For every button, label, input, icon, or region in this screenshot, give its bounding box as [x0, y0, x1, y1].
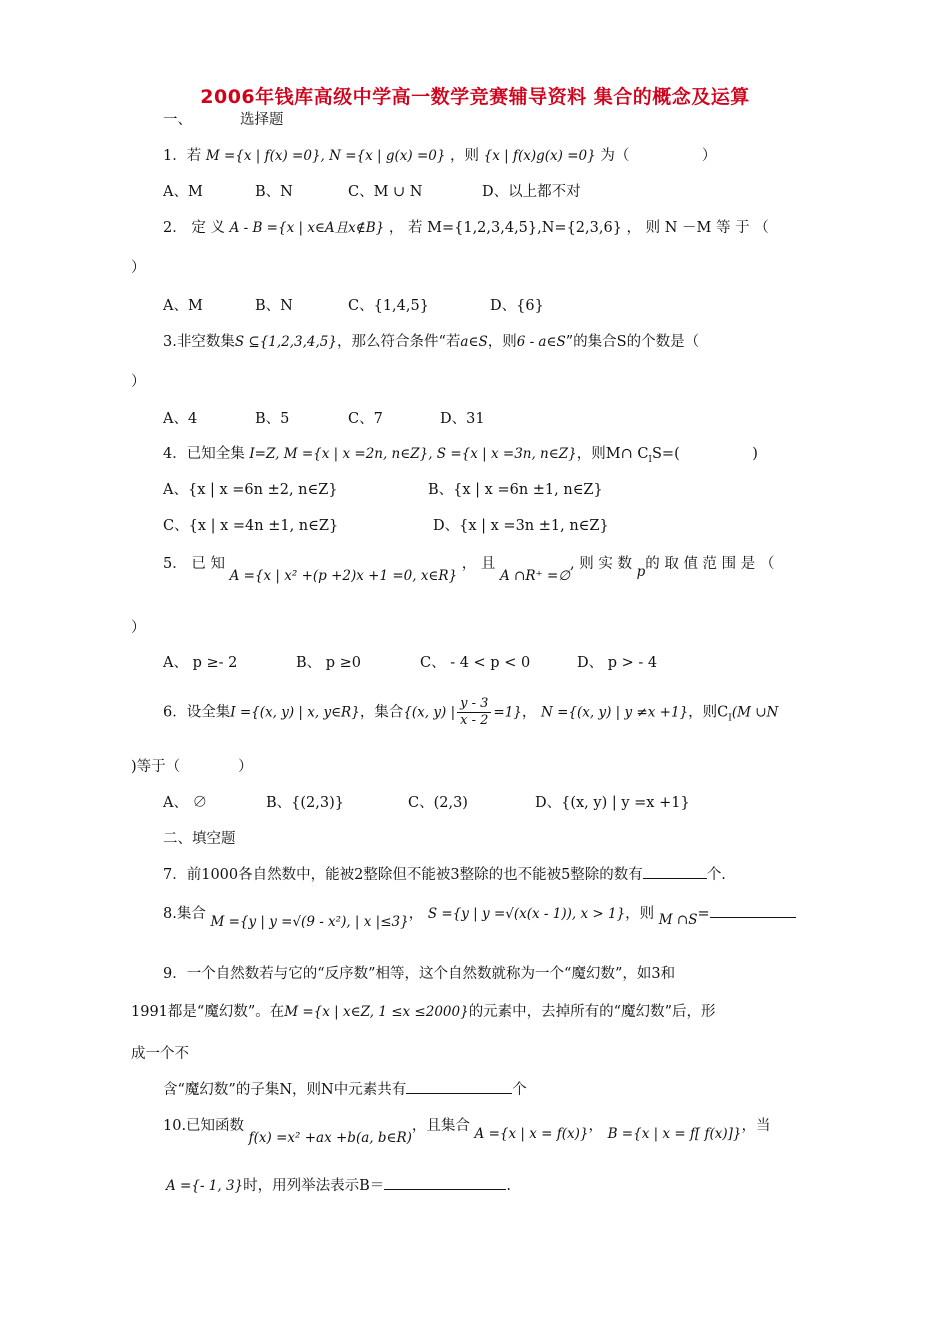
answer-blank [710, 903, 796, 918]
question-3-cont: ） [131, 374, 146, 390]
q5-option-b: B、 p ≥0 [296, 655, 362, 671]
question-2-cont: ） [131, 260, 146, 276]
question-6-text: 6．设全集 [163, 704, 231, 721]
question-5-text: ， 且 [461, 556, 496, 572]
q6-option-a: A、 ∅ [163, 795, 208, 811]
q4-option-a: A、{x | x =6n ±2, n∈Z} [163, 482, 338, 498]
question-9-text: 个 [512, 1082, 527, 1098]
section-choice-heading [163, 108, 284, 129]
question-2 [163, 216, 769, 237]
document-title: 2006年钱库高级中学高一数学竞赛辅导资料 集合的概念及运算 [200, 86, 750, 108]
question-3-text: 3.非空数集 [163, 334, 235, 350]
fraction-numerator: y - 3 [457, 696, 491, 713]
question-1 [163, 144, 716, 165]
question-9-text: 1991都是“魔幻数”。在 [131, 1004, 285, 1020]
question-10 [163, 1114, 771, 1146]
question-5-math: p [636, 564, 646, 580]
question-10-math: A ={x | x = f(x)} [474, 1126, 589, 1142]
question-9-line-1: 9．一个自然数若与它的“反序数”相等，这个自然数就称为一个“魔幻数”，如3和 [163, 966, 676, 982]
q4-option-d: D、{x | x =3n ±1, n∈Z} [433, 518, 609, 534]
q4-option-b: B、{x | x =6n ±1, n∈Z} [428, 482, 603, 498]
q3-option-a: A、4 [163, 411, 198, 427]
subscript: I [648, 454, 652, 465]
q5-option-d: D、 p > - 4 [577, 655, 658, 671]
section-fill-heading: 二、填空题 [163, 831, 236, 847]
question-1-text: ，则 [450, 148, 480, 164]
question-8-text: ，则 [625, 906, 655, 922]
q3-option-c: C、7 [348, 411, 383, 427]
question-3-text: ，那么符合条件“若 [336, 334, 461, 350]
question-6-text: ， [521, 704, 537, 721]
fraction [457, 696, 491, 729]
q5-option-c: C、 - 4 < p < 0 [420, 655, 531, 671]
fraction-denominator: x - 2 [460, 713, 489, 728]
q6-option-b: B、{(2,3)} [266, 795, 344, 811]
answer-blank [643, 864, 707, 879]
question-3 [163, 330, 699, 351]
question-6-cont: )等于（ ） [131, 759, 253, 775]
question-4-math: I=Z, M ={x | x =2n, n∈Z}, S ={x | x =3n, n∈Z} [249, 446, 577, 462]
question-9-line-4 [163, 1078, 527, 1099]
question-5-text: 的 取 值 范 围 是 （ [645, 556, 775, 572]
answer-blank [406, 1079, 512, 1094]
question-8-text: ， [408, 906, 424, 922]
question-9-text: 含“魔幻数”的子集N，则N中元素共有 [163, 1082, 407, 1098]
question-6 [163, 696, 778, 729]
question-6-math: (M ∪N [731, 704, 779, 721]
question-6-text: ，集合 [359, 704, 404, 721]
question-1-text: 为（ ） [600, 148, 717, 164]
question-10-line-2 [166, 1174, 511, 1195]
question-6-math: N ={(x, y) | y ≠x +1} [541, 704, 689, 721]
question-7-text: 个. [706, 867, 726, 883]
question-10-math: f(x) =x² +ax +b(a, b∈R) [248, 1130, 412, 1146]
subscript: I [728, 713, 732, 724]
question-2-text: ， 若 M={1,2,3,4,5},N={2,3,6} ， 则 N －M 等 于 （ [388, 220, 769, 236]
q6-option-c: C、(2,3) [408, 795, 468, 811]
question-5-math: A ={x | x² +(p +2)x +1 =0, x∈R} [229, 568, 458, 584]
question-10-math: B ={x | x = f[ f(x)]} [607, 1126, 742, 1142]
question-1-math: M ={x | f(x) =0}, N ={x | g(x) =0} [205, 148, 446, 164]
question-10-text: 10.已知函数 [163, 1118, 245, 1134]
question-4 [163, 442, 758, 465]
q2-option-d: D、{6} [490, 298, 544, 314]
question-8-math: M ∩S [658, 912, 698, 928]
question-3-math: 6 - a∈S [516, 334, 566, 350]
question-8-text: 8.集合 [163, 906, 206, 922]
section-label: 选择题 [240, 112, 284, 128]
question-9-line-2 [131, 1000, 716, 1021]
question-10-text: ，当 [741, 1118, 771, 1134]
question-10-text: . [506, 1178, 511, 1194]
question-1-math: {x | f(x)g(x) =0} [483, 148, 596, 164]
question-9-line-3: 成一个不 [131, 1046, 189, 1062]
question-7-text: 7．前1000各自然数中，能被2整除但不能被3整除的也不能被5整除的数有 [163, 867, 643, 883]
question-8-math: M ={y | y =√(9 - x²), | x |≤3} [210, 914, 409, 930]
question-6-math: =1} [493, 704, 522, 721]
section-number: 一、 [163, 112, 192, 128]
question-4-text: ，则M∩ C [576, 446, 649, 462]
question-5-math: A ∩R⁺ =∅ [500, 568, 571, 584]
q2-option-a: A、M [163, 298, 203, 314]
q1-option-c: C、M ∪ N [348, 184, 423, 200]
question-3-text: ”的集合S的个数是（ [565, 334, 700, 350]
question-2-text: 2． 定 义 [163, 220, 225, 236]
q2-option-b: B、N [255, 298, 293, 314]
question-8-math: S ={y | y =√(x(x - 1)), x > 1} [427, 906, 626, 922]
q3-option-b: B、5 [255, 411, 290, 427]
question-6-math: I ={(x, y) | x, y∈R} [230, 704, 360, 721]
question-4-text: S=( ) [651, 446, 758, 462]
q3-option-d: D、31 [440, 411, 485, 427]
question-5-text: 5． 已 知 [163, 556, 225, 572]
q4-option-c: C、{x | x =4n ±1, n∈Z} [163, 518, 339, 534]
question-5-cont: ） [131, 620, 146, 636]
question-3-text: ，则 [487, 334, 517, 350]
question-10-text: 时，用列举法表示B＝ [243, 1178, 385, 1194]
question-5-text: , 则 实 数 [570, 556, 632, 572]
q1-option-d: D、以上都不对 [482, 184, 581, 200]
question-9-text: 的元素中，去掉所有的“魔幻数”后，形 [468, 1004, 716, 1020]
question-10-text: ，且集合 [411, 1118, 470, 1134]
question-8-text: = [697, 906, 710, 922]
question-4-text: 4．已知全集 [163, 446, 245, 462]
question-9-math: M ={x | x∈Z, 1 ≤x ≤2000} [284, 1004, 469, 1020]
question-10-math: A ={- 1, 3} [166, 1178, 244, 1194]
question-2-math: A - B ={x | x∈A且x∉B} [229, 220, 385, 236]
q2-option-c: C、{1,4,5} [348, 298, 429, 314]
question-10-text: ， [588, 1118, 603, 1134]
question-8 [163, 902, 796, 930]
question-6-text: ，则C [688, 704, 729, 721]
q1-option-a: A、M [163, 184, 203, 200]
answer-blank [384, 1175, 506, 1190]
question-6-math: {(x, y) | [403, 704, 456, 721]
question-3-math: a∈S [460, 334, 488, 350]
q1-option-b: B、N [255, 184, 293, 200]
question-3-math: S ⊆{1,2,3,4,5} [234, 334, 337, 350]
q5-option-a: A、 p ≥- 2 [163, 655, 238, 671]
q6-option-d: D、{(x, y) | y =x +1} [535, 795, 690, 811]
question-5 [163, 552, 775, 584]
question-7 [163, 863, 726, 884]
question-1-text: 1．若 [163, 148, 202, 164]
